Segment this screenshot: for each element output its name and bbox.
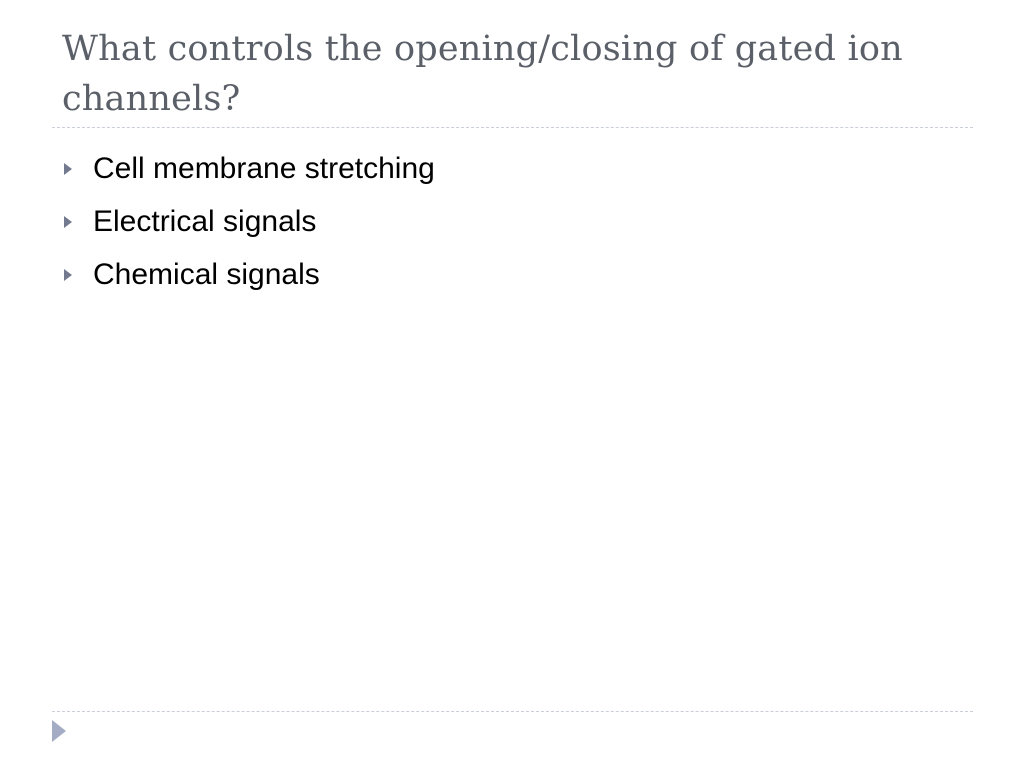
- bullet-text: Chemical signals: [93, 257, 320, 291]
- bullet-text: Electrical signals: [93, 204, 317, 238]
- list-item: [64, 248, 435, 301]
- bullet-list: [64, 142, 435, 301]
- bullet-text: Cell membrane stretching: [93, 151, 435, 185]
- triangle-bullet-icon: [64, 163, 72, 175]
- list-item: [64, 195, 435, 248]
- triangle-bullet-icon: [64, 269, 72, 281]
- slide-title: What controls the opening/closing of gated ion channels?: [62, 29, 903, 119]
- list-item: [64, 142, 435, 195]
- title-divider: [52, 127, 973, 128]
- triangle-bullet-icon: [64, 216, 72, 228]
- corner-triangle-icon: [52, 720, 66, 742]
- footer-divider: [52, 711, 973, 712]
